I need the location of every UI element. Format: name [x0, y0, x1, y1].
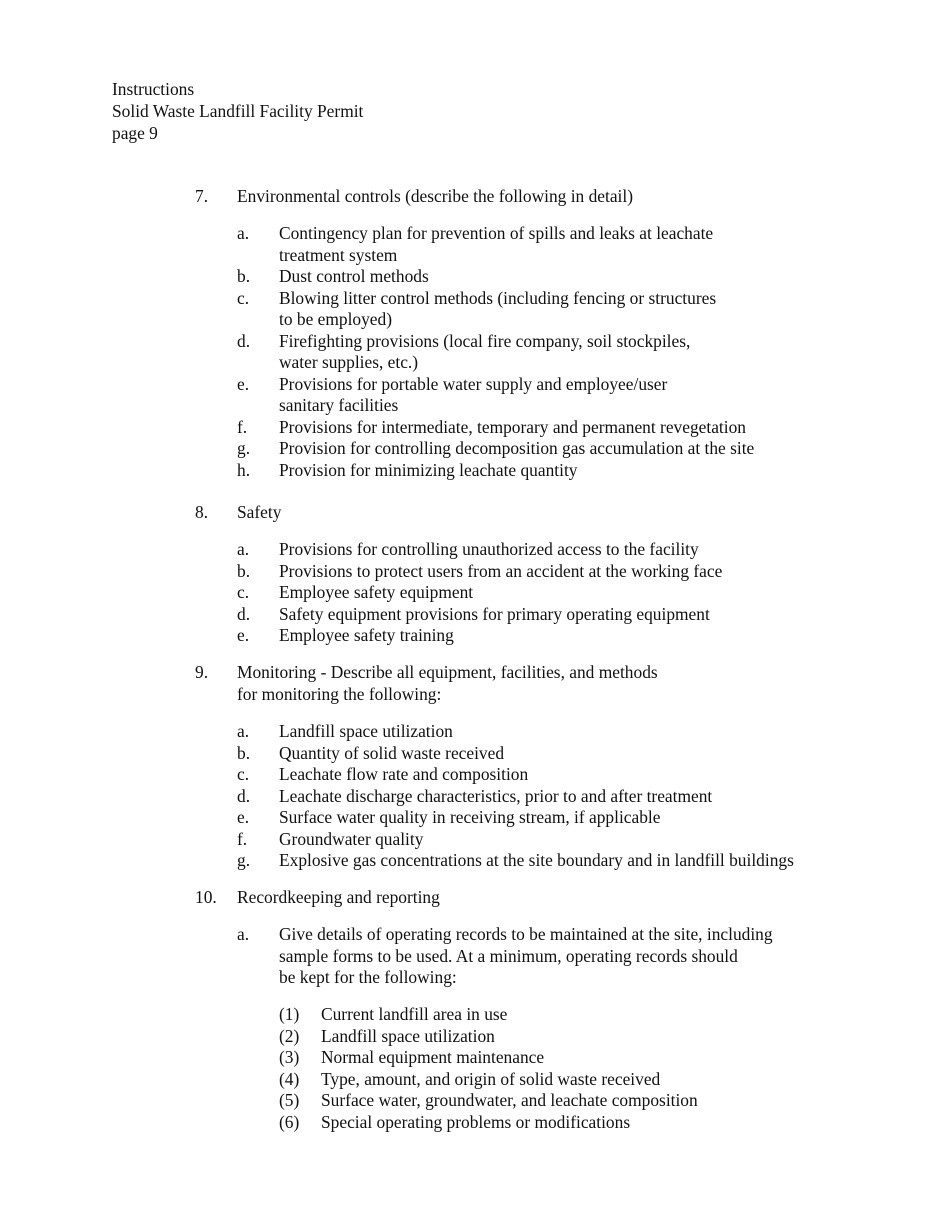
item-text-continued: water supplies, etc.): [279, 352, 419, 372]
list-item: [237, 924, 773, 989]
subitem: [279, 1026, 698, 1048]
list-item: [237, 417, 754, 439]
section-number: 10.: [195, 887, 217, 907]
item-text: Explosive gas concentrations at the site boundary and in landfill buildings: [279, 850, 794, 870]
subitem-label: (3): [279, 1047, 300, 1067]
item-text: Contingency plan for prevention of spills and leaks at leachate: [279, 223, 714, 243]
item-text: Provisions for portable water supply and employee/user: [279, 373, 668, 394]
item-label: d.: [237, 785, 251, 806]
list-item: [237, 764, 794, 786]
list-item: [237, 331, 754, 374]
list-item: [237, 807, 794, 829]
list-item: [237, 743, 794, 765]
item-label: g.: [237, 850, 251, 870]
subitem-text: Normal equipment maintenance: [321, 1047, 545, 1067]
list-item: [237, 223, 754, 266]
list-item: [237, 850, 794, 872]
section-title-line: for monitoring the following:: [237, 683, 442, 704]
subitem-label: (1): [279, 1004, 300, 1024]
list-item: [237, 266, 754, 288]
section-number: 8.: [195, 502, 209, 522]
item-label: h.: [237, 459, 251, 480]
section-number: 9.: [195, 662, 209, 682]
subitem: [279, 1090, 698, 1112]
list-item: [237, 561, 722, 583]
header-page-number: page 9: [112, 123, 158, 143]
item-text: Safety equipment provisions for primary operating equipment: [279, 603, 710, 624]
item-label: f.: [237, 416, 248, 437]
section-item-list: [237, 539, 722, 647]
list-item: [237, 721, 794, 743]
list-item: [237, 438, 754, 460]
subitem: [279, 1069, 698, 1091]
item-text-continued: sanitary facilities: [279, 395, 399, 415]
list-item: [237, 288, 754, 331]
item-text: Leachate flow rate and composition: [279, 764, 529, 784]
list-item: [237, 582, 722, 604]
item-label: c.: [237, 764, 250, 784]
item-text-continued: to be employed): [279, 309, 393, 329]
subitem: [279, 1112, 698, 1134]
subitem-label: (2): [279, 1025, 300, 1046]
item-text: Employee safety training: [279, 625, 454, 645]
list-item: [237, 539, 722, 561]
item-text: Provisions for intermediate, temporary and permanent revegetation: [279, 416, 746, 437]
item-label: a.: [237, 539, 250, 559]
item-text: Blowing litter control methods (including fencing or structures: [279, 287, 717, 308]
subitem-label: (4): [279, 1068, 300, 1089]
list-item: [237, 604, 722, 626]
item-text: Give details of operating records to be maintained at the site, including: [279, 924, 773, 944]
item-text: Landfill space utilization: [279, 721, 453, 741]
item-label: b.: [237, 742, 251, 763]
section-title: [237, 662, 658, 705]
item-text: Employee safety equipment: [279, 582, 474, 602]
section-title-line: Monitoring - Describe all equipment, facilities, and methods: [237, 662, 658, 682]
item-label: b.: [237, 266, 251, 286]
item-text: Leachate discharge characteristics, prior to and after treatment: [279, 785, 713, 806]
section-number: 7.: [195, 186, 209, 206]
subitem-text: Type, amount, and origin of solid waste received: [321, 1068, 661, 1089]
subitem: [279, 1047, 698, 1069]
page-header: [112, 78, 363, 144]
header-subtitle: Solid Waste Landfill Facility Permit: [112, 101, 364, 121]
section-item-list: [237, 223, 754, 481]
list-item: [237, 786, 794, 808]
section-item-list: [237, 721, 794, 872]
list-item: [237, 625, 722, 647]
subitem-text: Surface water, groundwater, and leachate composition: [321, 1090, 698, 1110]
item-text: Dust control methods: [279, 266, 429, 286]
subitem-text: Special operating problems or modifications: [321, 1111, 631, 1132]
subitem-label: (5): [279, 1090, 300, 1110]
item-text-continued: be kept for the following:: [279, 967, 457, 987]
item-label: e.: [237, 807, 250, 827]
item-label: c.: [237, 287, 250, 308]
item-text: Provision for controlling decomposition gas accumulation at the site: [279, 438, 755, 458]
header-title: Instructions: [112, 79, 195, 99]
item-label: c.: [237, 582, 250, 602]
subitem-label: (6): [279, 1111, 300, 1132]
item-text: Provisions to protect users from an accident at the working face: [279, 560, 723, 581]
item-text: Provisions for controlling unauthorized access to the facility: [279, 539, 699, 559]
item-label: a.: [237, 721, 250, 741]
item-text: Groundwater quality: [279, 828, 424, 849]
item-label: a.: [237, 223, 250, 243]
section-title: Safety: [237, 502, 282, 522]
subitem-list: [279, 1004, 698, 1133]
item-label: f.: [237, 828, 248, 849]
item-label: g.: [237, 438, 251, 458]
section-title: Recordkeeping and reporting: [237, 887, 440, 907]
item-label: e.: [237, 373, 250, 394]
item-text: Firefighting provisions (local fire company, soil stockpiles,: [279, 330, 691, 351]
list-item: [237, 460, 754, 482]
item-text-continued: sample forms to be used. At a minimum, operating records should: [279, 945, 738, 966]
item-label: a.: [237, 924, 250, 944]
list-item: [237, 829, 794, 851]
subitem-text: Current landfill area in use: [321, 1004, 508, 1024]
item-text: Quantity of solid waste received: [279, 742, 505, 763]
item-text: Surface water quality in receiving stream, if applicable: [279, 807, 661, 827]
item-label: d.: [237, 603, 251, 624]
item-text-continued: treatment system: [279, 244, 398, 265]
item-label: d.: [237, 330, 251, 351]
subitem: [279, 1004, 698, 1026]
item-label: e.: [237, 625, 250, 645]
item-label: b.: [237, 560, 251, 581]
list-item: [237, 374, 754, 417]
section-item-list: [237, 924, 773, 989]
section-title: Environmental controls (describe the following in detail): [237, 186, 634, 206]
subitem-text: Landfill space utilization: [321, 1025, 495, 1046]
item-text: Provision for minimizing leachate quantity: [279, 459, 578, 480]
